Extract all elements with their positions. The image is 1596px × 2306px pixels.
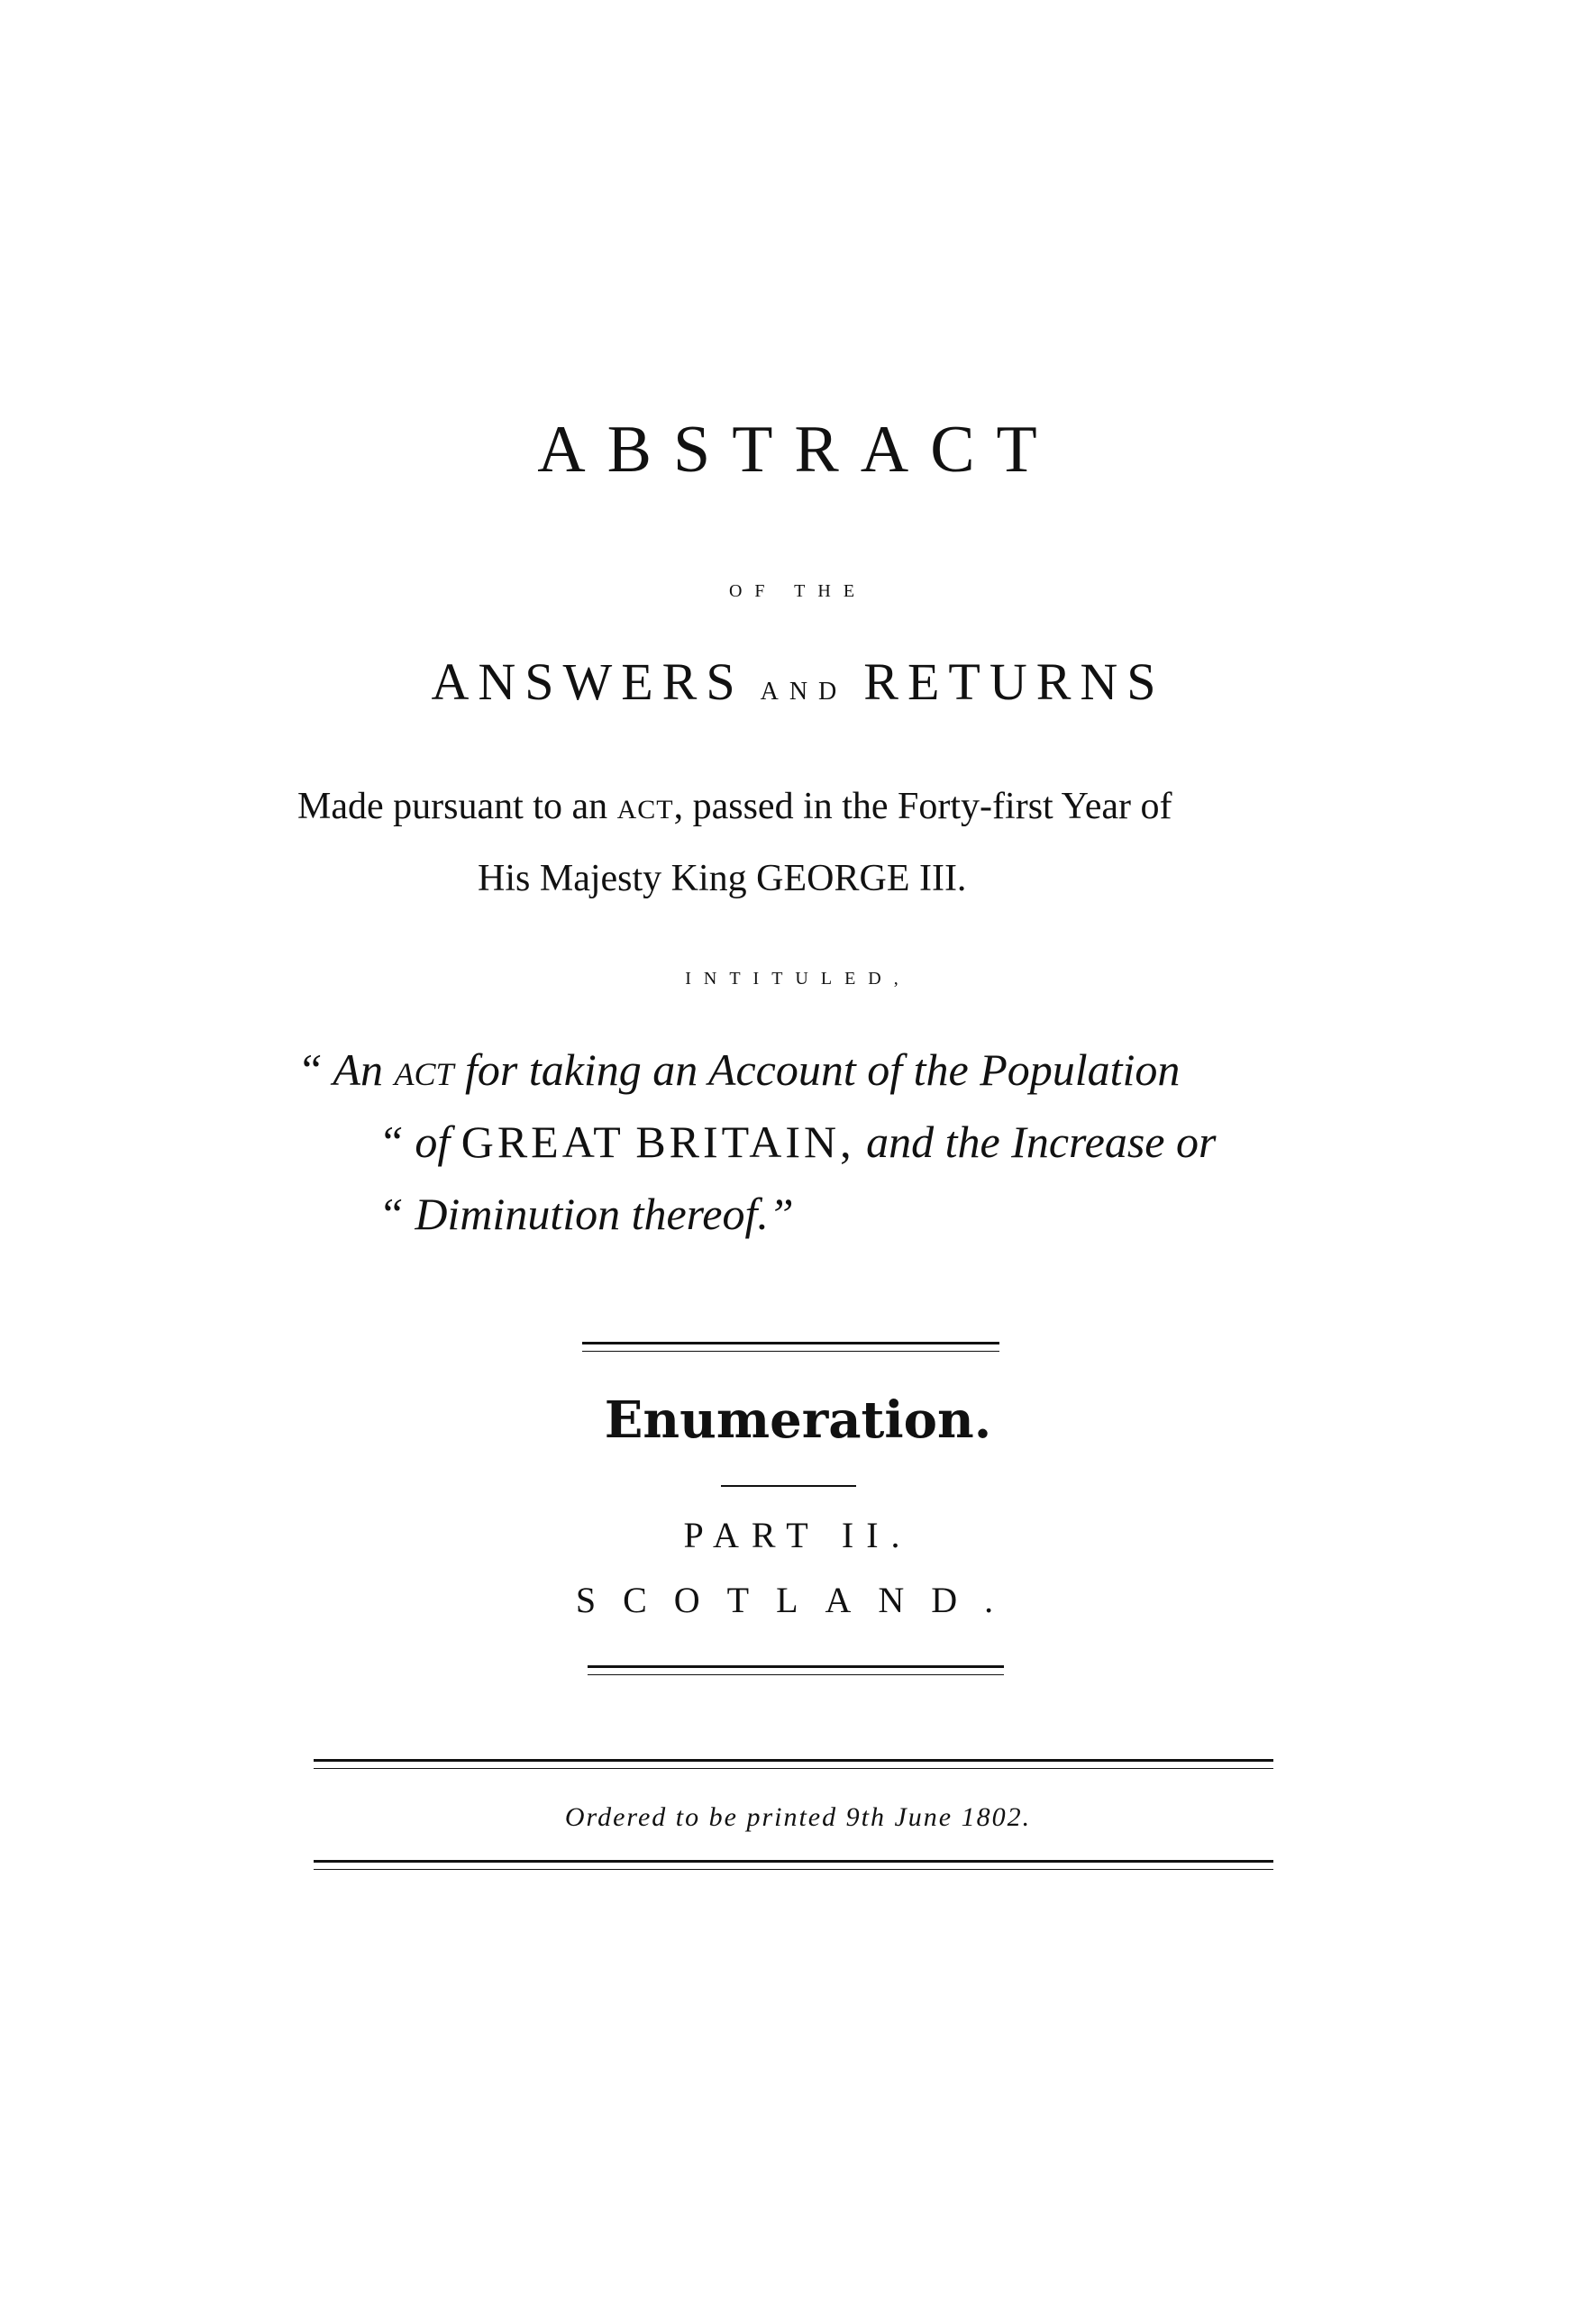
quote-mark: “ <box>297 1044 333 1095</box>
act-title-line-2 <box>378 1117 1217 1167</box>
act-title-text-c: and the Increase or <box>854 1117 1217 1167</box>
main-title: ABSTRACT <box>537 413 1059 487</box>
answers-word: ANSWERS <box>431 652 744 711</box>
of-the-label: OF THE <box>728 581 868 601</box>
act-title-line-3 <box>378 1189 794 1239</box>
made-pursuant-line <box>297 788 1172 825</box>
returns-word: RETURNS <box>863 652 1165 711</box>
quote-mark: “ <box>378 1117 415 1167</box>
printing-order-note: Ordered to be printed 9th June 1802. <box>564 1802 1032 1832</box>
great-word: GREAT <box>461 1117 625 1167</box>
made-pursuant-text-b: , passed in the Forty-first Year of <box>673 786 1172 827</box>
britain-word: BRITAIN, <box>635 1117 855 1167</box>
enumeration-heading: Enumeration. <box>604 1390 992 1450</box>
and-word: AND <box>760 678 848 706</box>
country-label: SCOTLAND. <box>575 1580 1021 1620</box>
act-title-line-1 <box>297 1044 1181 1095</box>
rule-below-country <box>588 1665 1004 1675</box>
short-rule <box>721 1485 856 1487</box>
intituled-label: INTITULED, <box>685 969 911 989</box>
made-pursuant-text-a: Made pursuant to an <box>297 786 617 827</box>
act-title-text-b: for taking an Account of the Population <box>453 1044 1181 1095</box>
act-word-italic: ACT <box>394 1056 454 1092</box>
rule-above-heading <box>582 1342 999 1352</box>
rule-below-footer <box>314 1860 1273 1870</box>
act-word: ACT <box>616 795 674 825</box>
act-title-text-a: An <box>333 1044 395 1095</box>
act-title-text-d: Diminution thereof.” <box>415 1189 794 1239</box>
part-label: PART II. <box>683 1515 913 1555</box>
rule-above-footer <box>314 1759 1273 1769</box>
answers-and-returns-heading <box>0 652 1596 711</box>
quote-mark: “ <box>378 1189 415 1239</box>
majesty-line: His Majesty King GEORGE III. <box>478 858 967 899</box>
of-word: of <box>415 1117 461 1167</box>
